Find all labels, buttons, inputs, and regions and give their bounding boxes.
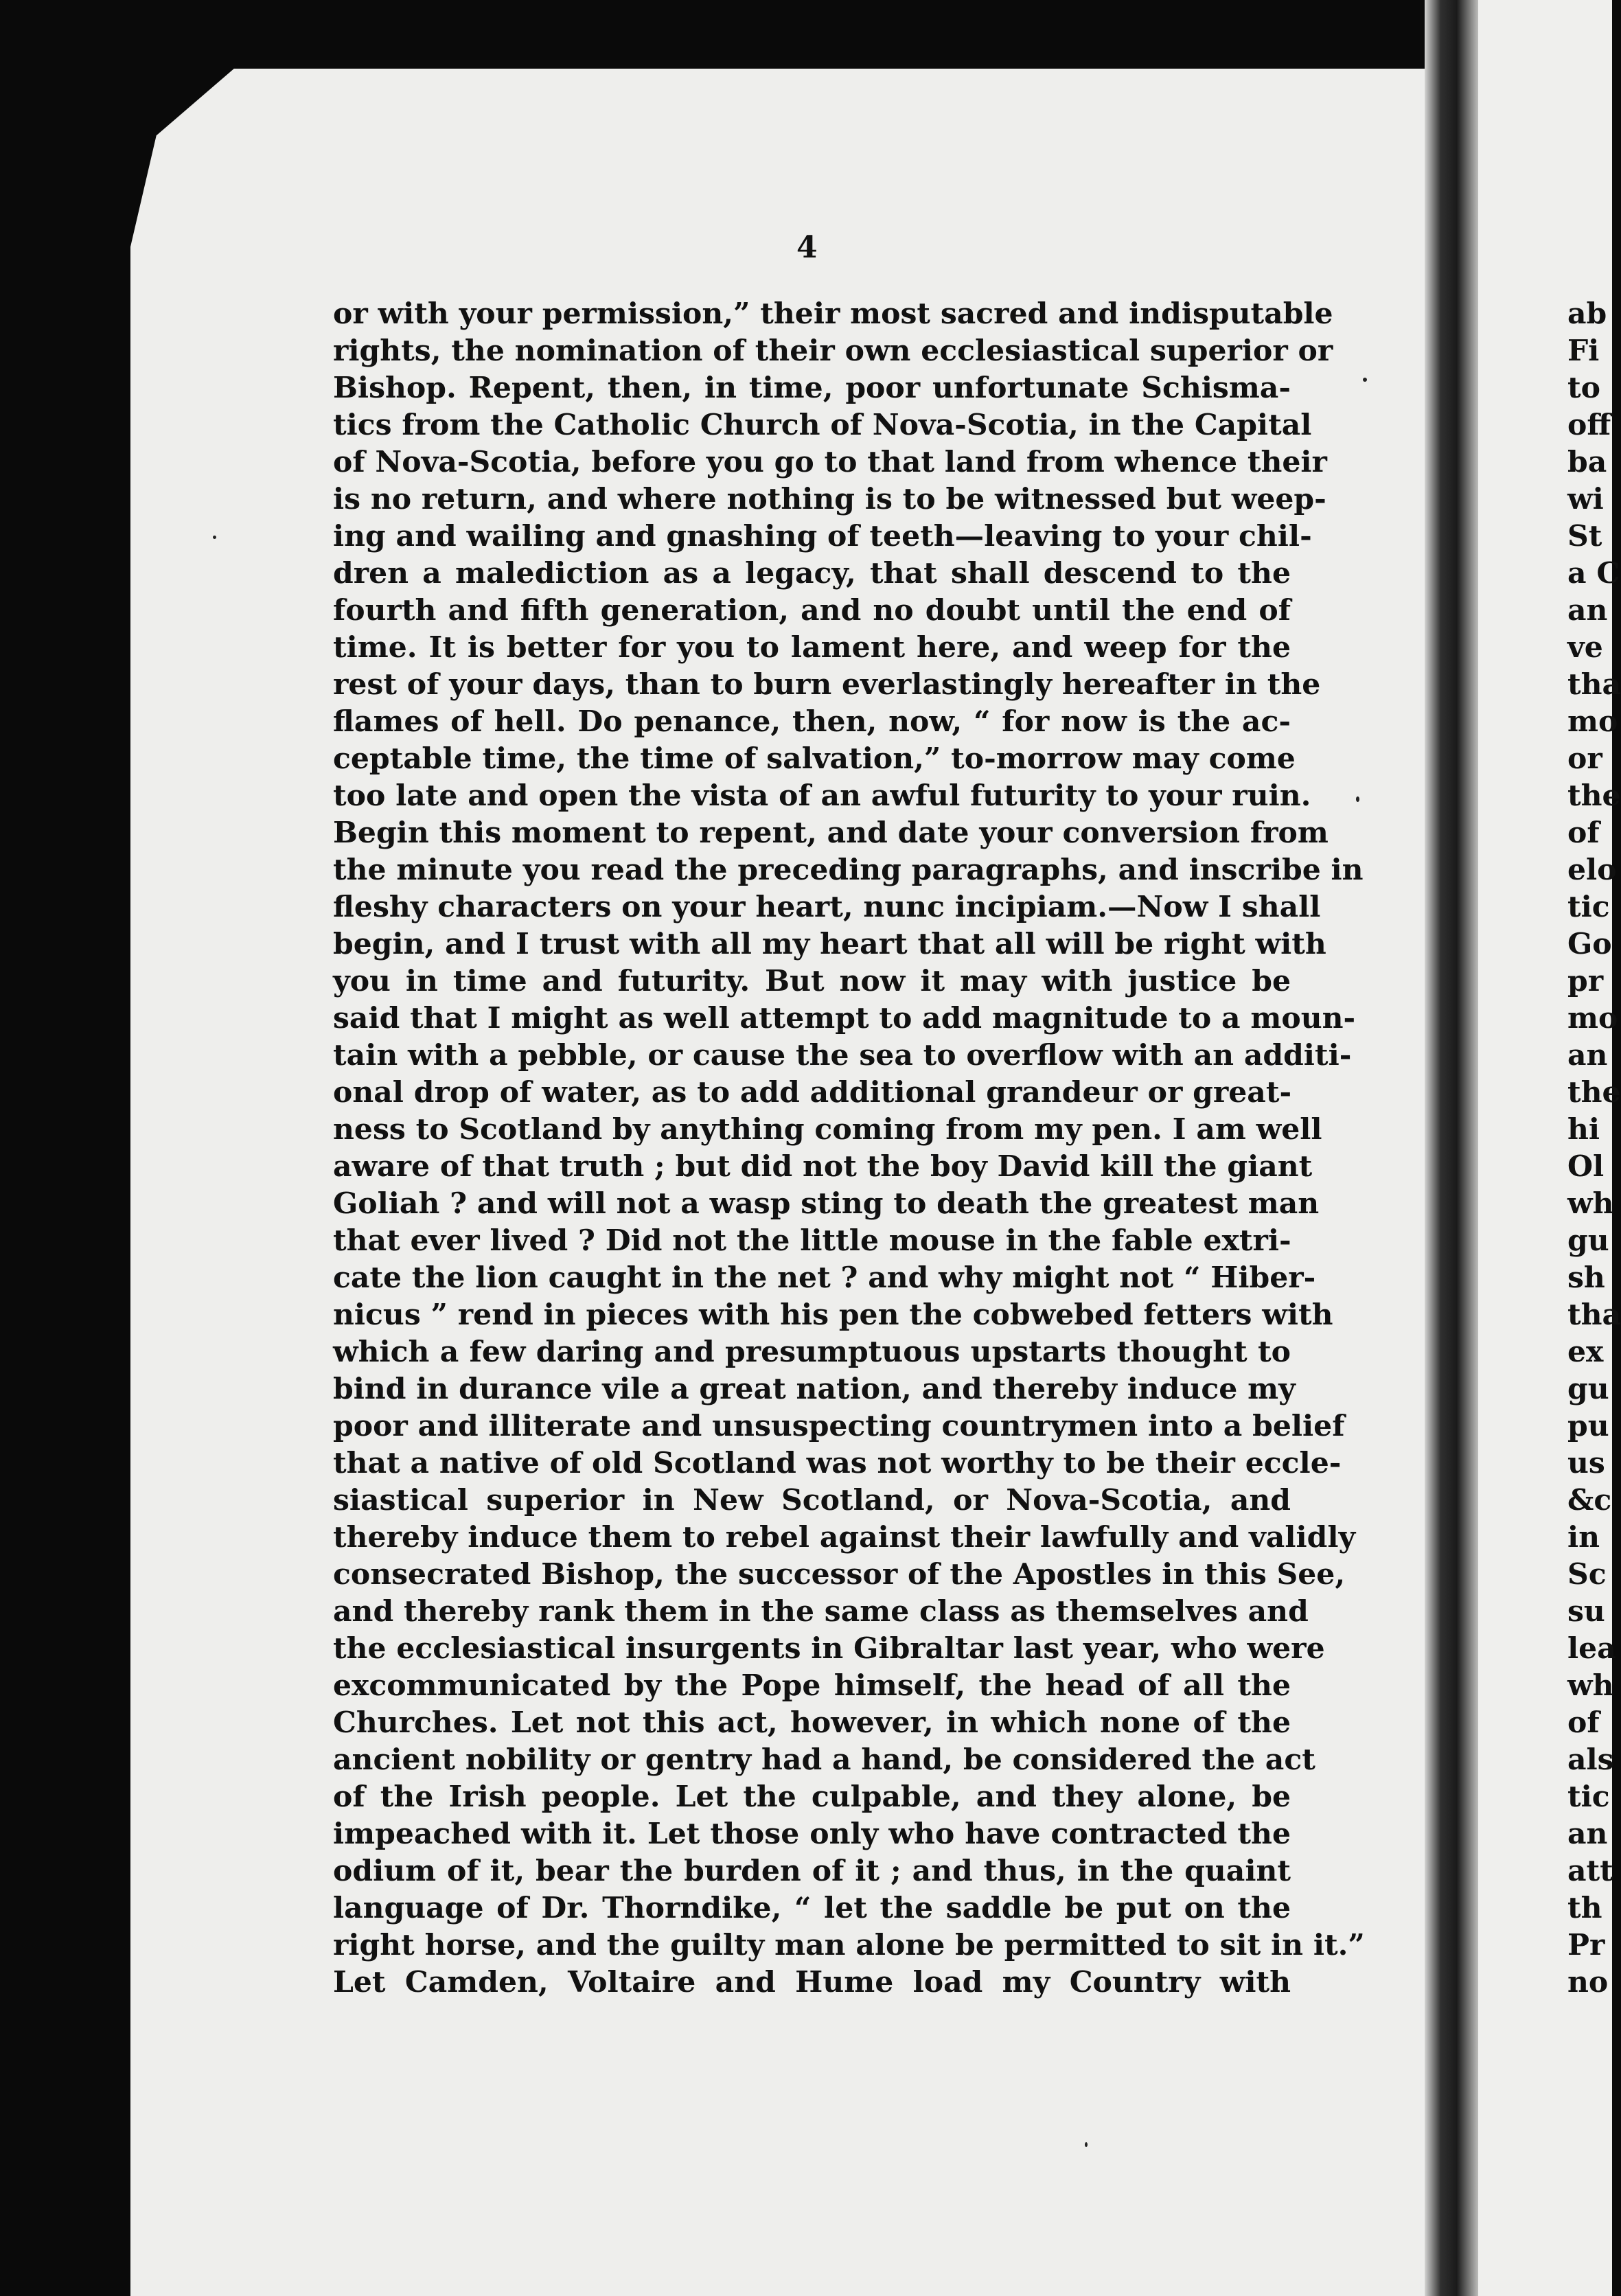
right-page-fragment: att	[1567, 1854, 1613, 1888]
right-page-fragment: als	[1567, 1743, 1614, 1777]
right-page-fragment: pu	[1567, 1409, 1609, 1443]
page-number: 4	[796, 230, 818, 265]
ink-speck	[1363, 378, 1367, 382]
right-page-fragment: elo	[1567, 853, 1617, 887]
text-line: aware of that truth ; but did not the boy David kill the giant	[333, 1149, 1313, 1184]
right-page-fragment: gu	[1567, 1224, 1609, 1258]
right-page-fragment: a C	[1567, 556, 1620, 590]
text-line: consecrated Bishop, the successor of the Apostles in this See,	[333, 1557, 1346, 1592]
text-line: cate the lion caught in the net ? and why might not “ Hiber-	[333, 1261, 1316, 1295]
text-line: impeached with it. Let those only who have contracted the	[333, 1817, 1291, 1851]
right-page-fragment: Go	[1567, 927, 1612, 961]
text-line: Begin this moment to repent, and date your conversion from	[333, 816, 1329, 850]
text-line: nicus ” rend in pieces with his pen the cobwebed fetters with	[333, 1298, 1333, 1332]
text-line: ness to Scotland by anything coming from my pen. I am well	[333, 1112, 1322, 1147]
right-page-fragment: Pr	[1567, 1928, 1605, 1962]
text-line: begin, and I trust with all my heart that all will be right with	[333, 927, 1326, 961]
text-line: too late and open the vista of an awful futurity to your ruin.	[333, 779, 1311, 813]
right-page-fragment: an	[1567, 593, 1608, 628]
text-line: odium of it, bear the burden of it ; and thus, in the quaint	[333, 1854, 1291, 1888]
right-page-fragment: of	[1567, 1706, 1600, 1740]
right-page-fragment: gu	[1567, 1372, 1609, 1406]
text-line: which a few daring and presumptuous upstarts thought to	[333, 1335, 1291, 1369]
right-page-fragment: lea	[1567, 1631, 1616, 1666]
text-line: rights, the nomination of their own ecclesiastical superior or	[333, 334, 1333, 368]
right-page-text-fragments	[1567, 295, 1621, 2001]
right-page-fragment: an	[1567, 1038, 1608, 1072]
right-page-fragment: to	[1567, 371, 1600, 405]
text-line: is no return, and where nothing is to be witnessed but weep-	[333, 482, 1326, 516]
text-line: that ever lived ? Did not the little mouse in the fable extri-	[333, 1224, 1291, 1258]
text-line: onal drop of water, as to add additional grandeur or great-	[333, 1075, 1292, 1110]
text-line: excommunicated by the Pope himself, the head of all the	[333, 1668, 1291, 1703]
right-page-fragment: Ol	[1567, 1149, 1605, 1184]
text-line: said that I might as well attempt to add magnitude to a moun-	[333, 1001, 1356, 1035]
text-line: the minute you read the preceding paragraphs, and inscribe in	[333, 853, 1364, 887]
text-line: ceptable time, the time of salvation,” to-morrow may come	[333, 742, 1296, 776]
right-page-fragment: ba	[1567, 445, 1607, 479]
text-line: right horse, and the guilty man alone be permitted to sit in it.”	[333, 1928, 1365, 1962]
right-page-fragment: Sc	[1567, 1557, 1607, 1592]
right-page-fragment: tic	[1567, 890, 1610, 924]
text-line: time. It is better for you to lament here, and weep for the	[333, 630, 1291, 665]
right-page-fragment: no	[1567, 1965, 1609, 1999]
right-page-fragment: wh	[1567, 1668, 1614, 1703]
right-page-fragment: hi	[1567, 1112, 1600, 1147]
text-line: rest of your days, than to burn everlastingly hereafter in the	[333, 667, 1321, 702]
text-line: dren a malediction as a legacy, that shall descend to the	[333, 556, 1291, 590]
right-page-fragment: or	[1567, 742, 1602, 776]
text-line: language of Dr. Thorndike, “ let the saddle be put on the	[333, 1891, 1291, 1925]
right-page-fragment: off	[1567, 408, 1611, 442]
text-line: bind in durance vile a great nation, and thereby induce my	[333, 1372, 1296, 1406]
right-page-fragment: &c	[1567, 1483, 1612, 1517]
text-line: of the Irish people. Let the culpable, and they alone, be	[333, 1780, 1291, 1814]
text-line: you in time and futurity. But now it may with justice be	[333, 964, 1291, 998]
text-line: ing and wailing and gnashing of teeth—leaving to your chil-	[333, 519, 1312, 553]
text-line: fourth and fifth generation, and no doubt until the end of	[333, 593, 1291, 628]
text-line: tain with a pebble, or cause the sea to overflow with an additi-	[333, 1038, 1352, 1072]
text-line: thereby induce them to rebel against their lawfully and validly	[333, 1520, 1356, 1554]
right-page-fragment: mo	[1567, 704, 1618, 739]
text-line: of Nova-Scotia, before you go to that land from whence their	[333, 445, 1327, 479]
right-page-fragment: tha	[1567, 1298, 1621, 1332]
text-line: tics from the Catholic Church of Nova-Scotia, in the Capital	[333, 408, 1312, 442]
text-line: fleshy characters on your heart, nunc incipiam.—Now I shall	[333, 890, 1321, 924]
text-line: that a native of old Scotland was not worthy to be their eccle-	[333, 1446, 1342, 1480]
right-page-fragment: ex	[1567, 1335, 1604, 1369]
right-page-fragment: an	[1567, 1817, 1608, 1851]
right-page-fragment: Fi	[1567, 334, 1600, 368]
right-page-fragment: th	[1567, 1891, 1602, 1925]
right-page-fragment: the	[1567, 1075, 1621, 1110]
right-page-fragment: wh	[1567, 1186, 1614, 1221]
right-page-fragment: tic	[1567, 1780, 1610, 1814]
right-page-fragment: wi	[1567, 482, 1604, 516]
right-page-fragment: sh	[1567, 1261, 1605, 1295]
right-page-fragment: ve	[1567, 630, 1603, 665]
right-page-fragment: tha	[1567, 667, 1621, 702]
ink-speck	[1085, 2142, 1088, 2147]
right-page-fragment: pr	[1567, 964, 1604, 998]
text-line: flames of hell. Do penance, then, now, “ for now is the ac-	[333, 704, 1291, 739]
text-line: poor and illiterate and unsuspecting countrymen into a belief	[333, 1409, 1345, 1443]
right-page-fragment: of	[1567, 816, 1600, 850]
ink-speck	[1356, 796, 1359, 802]
right-page-fragment: ab	[1567, 297, 1607, 331]
right-page-fragment: su	[1567, 1594, 1605, 1629]
text-line: Goliah ? and will not a wasp sting to death the greatest man	[333, 1186, 1320, 1221]
right-page-fragment: St	[1567, 519, 1602, 553]
ink-speck	[213, 536, 216, 539]
right-page-fragment: the	[1567, 779, 1621, 813]
text-line: or with your permission,” their most sacred and indisputable	[333, 297, 1333, 331]
right-page-fragment: us	[1567, 1446, 1605, 1480]
text-line: and thereby rank them in the same class as themselves and	[333, 1594, 1309, 1629]
book-gutter	[1425, 0, 1478, 2296]
text-line: siastical superior in New Scotland, or Nova-Scotia, and	[333, 1483, 1291, 1517]
body-text	[333, 295, 1365, 2001]
right-page-fragment: in	[1567, 1520, 1600, 1554]
right-page-fragment: mo	[1567, 1001, 1618, 1035]
text-line: the ecclesiastical insurgents in Gibraltar last year, who were	[333, 1631, 1325, 1666]
text-line: Let Camden, Voltaire and Hume load my Country with	[333, 1965, 1291, 1999]
text-line: Bishop. Repent, then, in time, poor unfortunate Schisma-	[333, 371, 1291, 405]
text-line: Churches. Let not this act, however, in which none of the	[333, 1706, 1291, 1740]
text-line: ancient nobility or gentry had a hand, be considered the act	[333, 1743, 1315, 1777]
